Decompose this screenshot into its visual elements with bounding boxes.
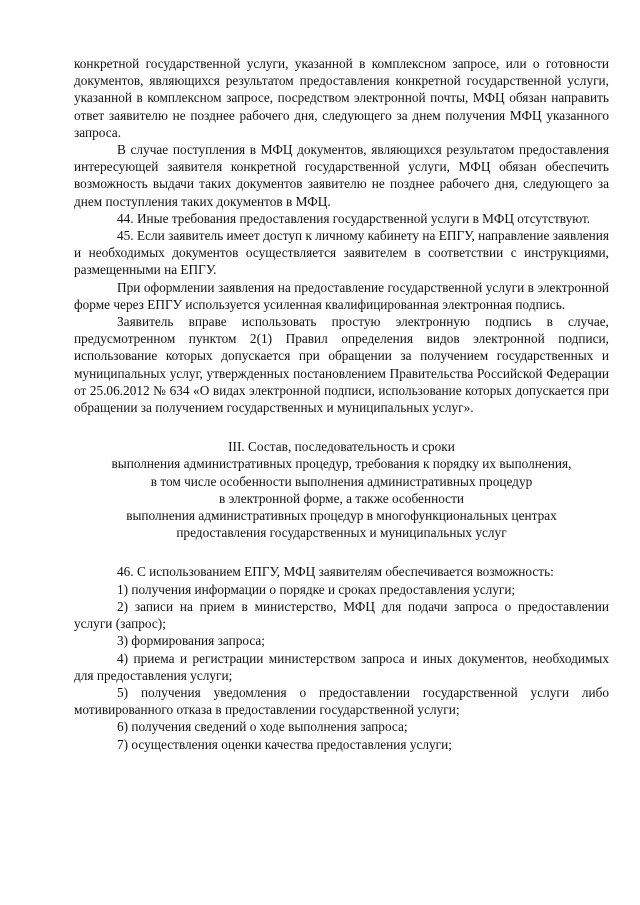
list-item-46-5: 5) получения уведомления о предоставлении государственной услуги либо мотивированного отказа в предоставлении государственной услуги; [74,684,609,718]
list-item-46-6: 6) получения сведений о ходе выполнения запроса; [117,719,408,735]
paragraph-electronic-signature: При оформлении заявления на предоставление государственной услуги в электронной форме через ЕПГУ используется усиленная квалифицированная электронная подпись. [74,279,609,312]
list-item-46-2: 2) записи на прием в министерство, МФЦ для подачи запроса о предоставлении услуги (запрос); [74,598,609,632]
paragraph-mfc-issue-documents: В случае поступления в МФЦ документов, являющихся результатом предоставления интересующей заявителя конкретной государственной услуги, МФЦ обязан обеспечить возможность выдачи таких документов заявителю не позднее рабочего дня, следующего за днем поступления таких документов в МФЦ. [74,142,609,209]
section-heading [74,438,609,541]
paragraph-46-intro: 46. С использованием ЕПГУ, МФЦ заявителям обеспечивается возможность: [117,564,554,580]
paragraph-45: 45. Если заявитель имеет доступ к личному кабинету на ЕПГУ, направление заявления и необходимых документов осуществляется заявителем в соответствии с инструкциями, размещенными на ЕПГУ. [74,228,609,278]
paragraph-mfc-response: конкретной государственной услуги, указанной в комплексном запросе, или о готовности документов, являющихся результатом предоставления конкретной государственной услуги, указанной в комплексном запросе, посредством электронной почты, МФЦ обязан направить ответ заявителю не позднее рабочего дня, следующего за днем получения МФЦ указанного запроса. [74,56,609,140]
section-heading-line: в том числе особенности выполнения административных процедур [150,473,533,489]
document-page [74,55,609,753]
list-item-46-3: 3) формирования запроса; [117,633,265,649]
list-item-46-1: 1) получения информации о порядке и сроках предоставления услуги; [117,581,516,597]
list-item-46-7: 7) осуществления оценки качества предоставления услуги; [117,736,452,752]
paragraph-44: 44. Иные требования предоставления государственной услуги в МФЦ отсутствуют. [117,210,591,226]
section-heading-line: III. Состав, последовательность и сроки [228,439,455,455]
section-heading-line: выполнения административных процедур, требования к порядку их выполнения, [111,456,572,472]
paragraph-simple-signature: Заявитель вправе использовать простую электронную подпись в случае, предусмотренном пунктом 2(1) Правил определения видов электронной подписи, использование которых допускается при обращении за получением государственных и муниципальных услуг, утвержденных постановлением Правительства Российской Федерации от 25.06.2012 № 634 «О видах электронной подписи, использование которых допускается при обращении за получением государственных и муниципальных услуг». [74,314,609,416]
section-heading-line: в электронной форме, а также особенности [218,490,465,506]
section-heading-line: предоставления государственных и муниципальных услуг [176,525,507,541]
list-item-46-4: 4) приема и регистрации министерством запроса и иных документов, необходимых для предоставления услуги; [74,650,609,683]
section-heading-line: выполнения административных процедур в многофункциональных центрах [126,508,557,524]
